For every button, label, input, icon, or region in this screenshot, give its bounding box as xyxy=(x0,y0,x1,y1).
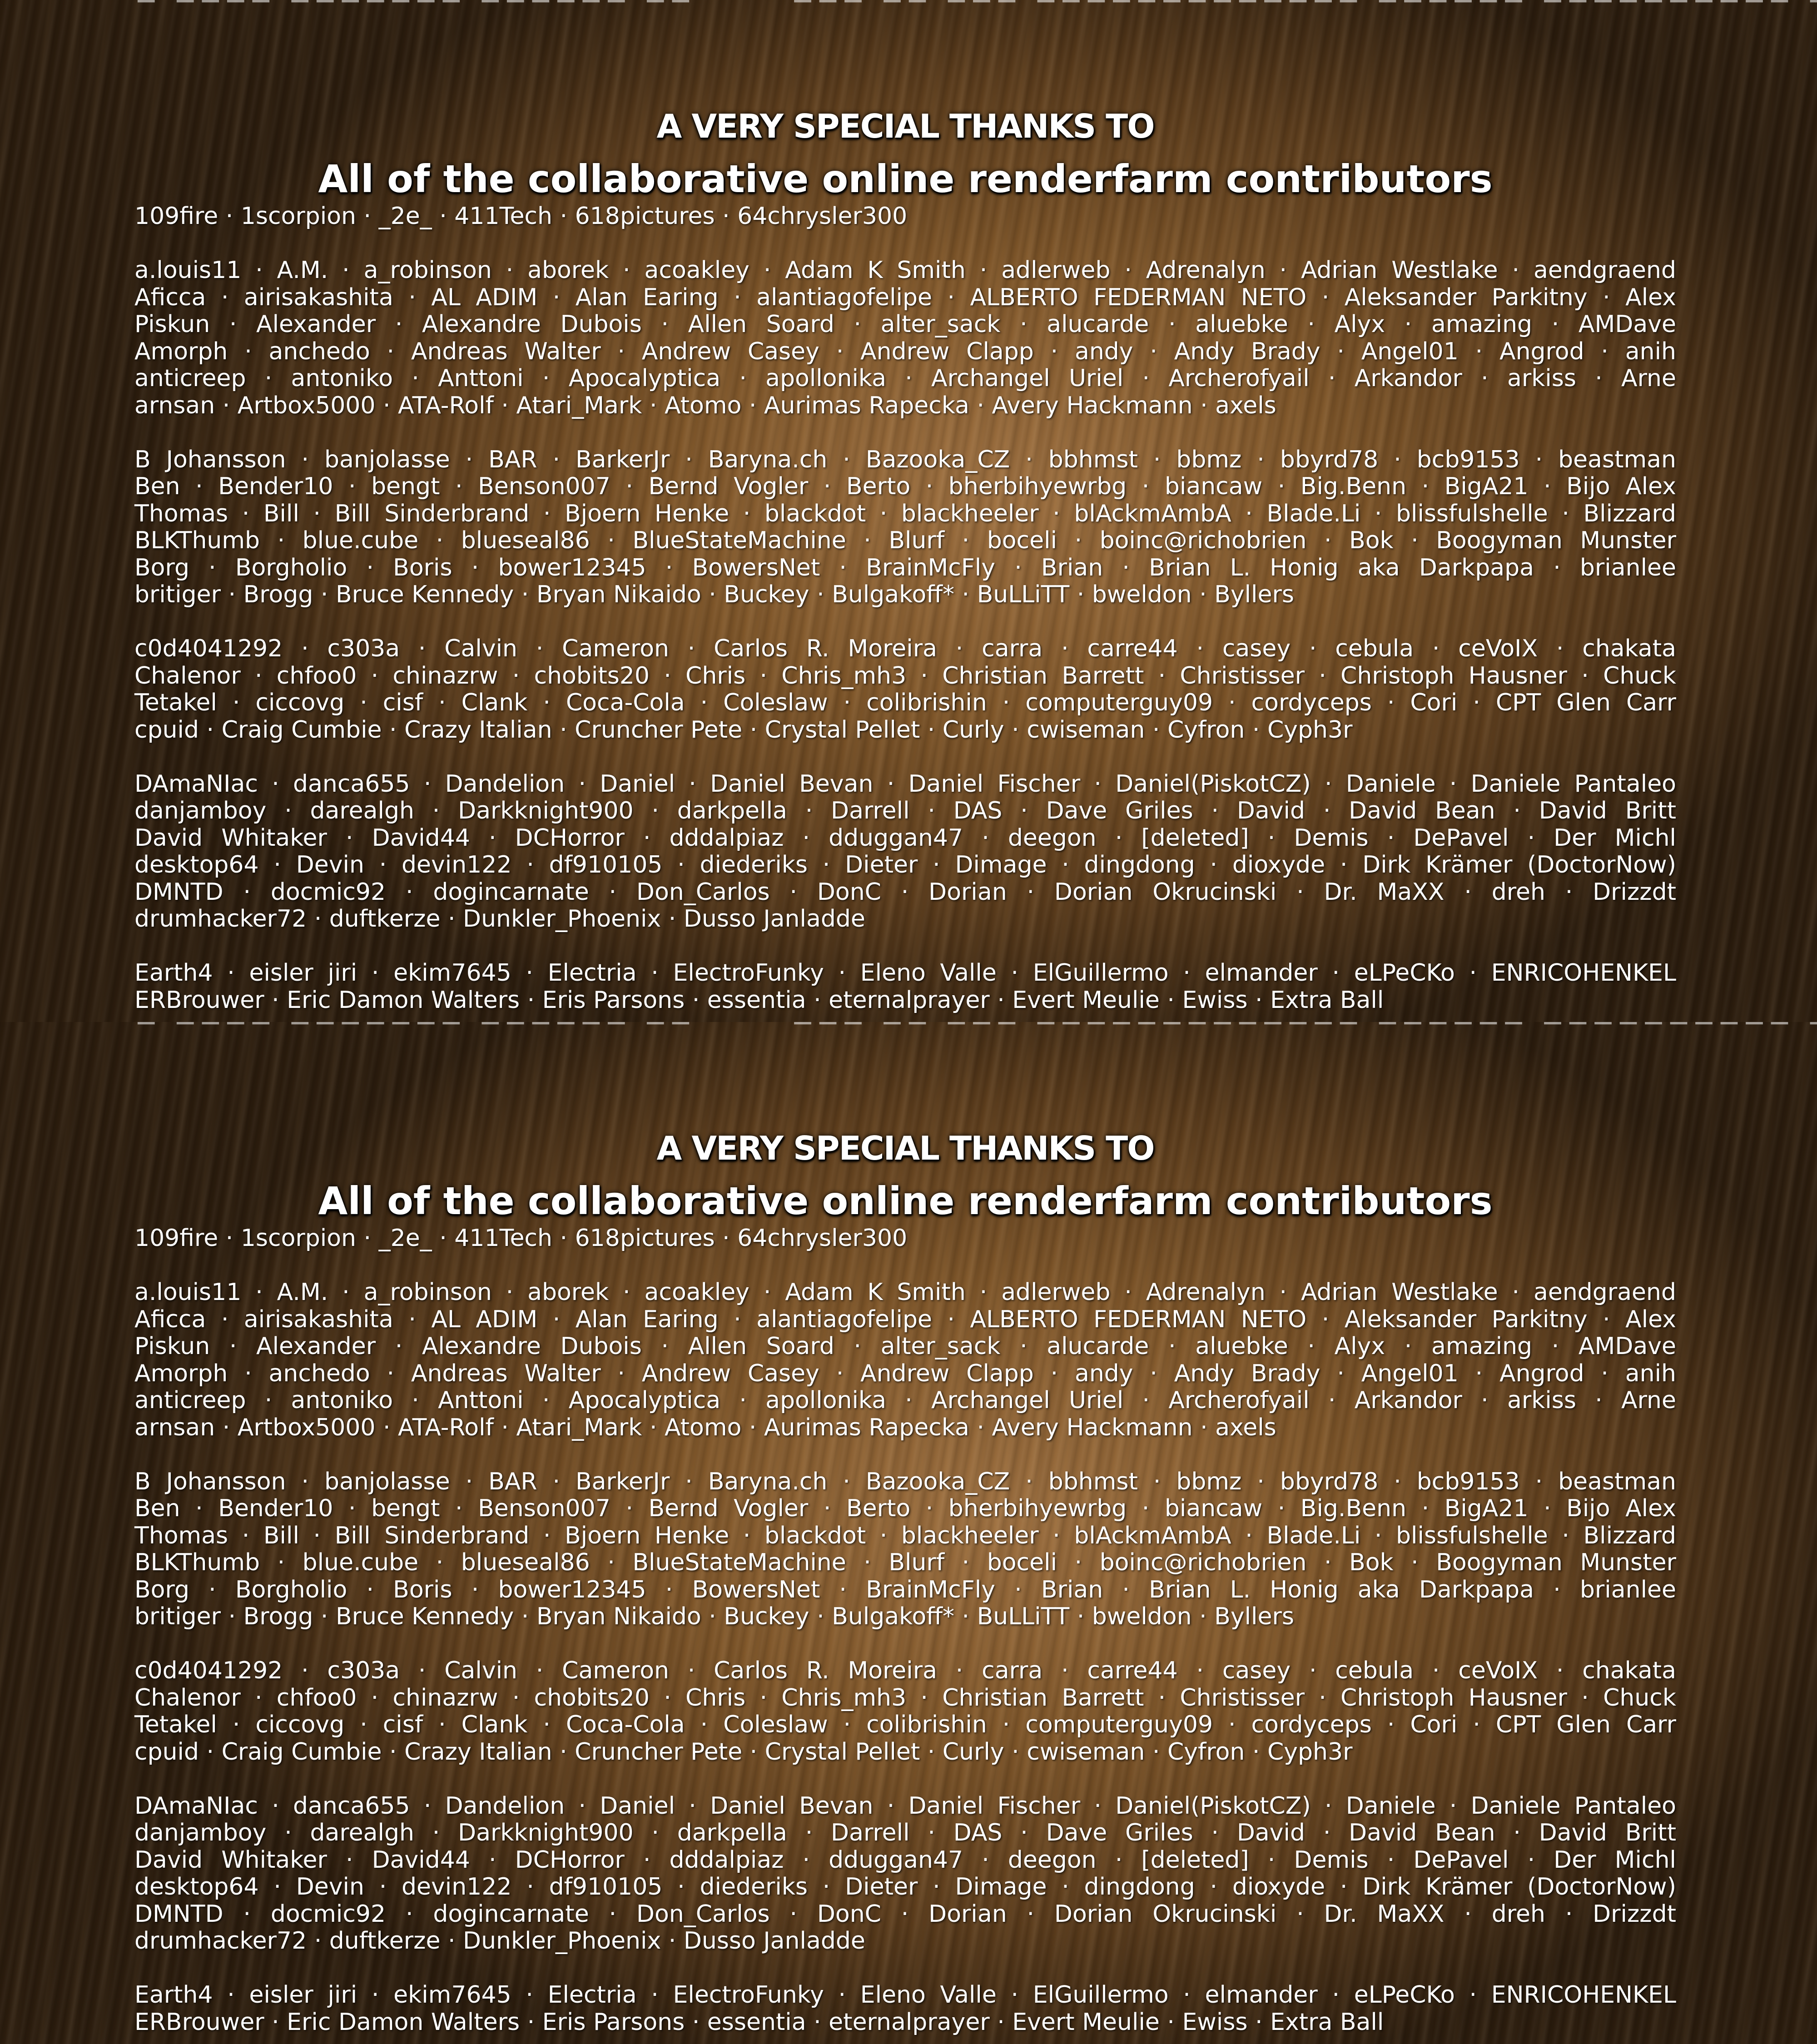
contributor-line: britiger · Brogg · Bruce Kennedy · Bryan Nikaido · Buckey · Bulgakoff* · BuLLiTT · bweldon · Byllers xyxy=(134,1603,1676,1631)
contributor-line: drumhacker72 · duftkerze · Dunkler_Phoenix · Dusso Janladde xyxy=(134,1928,1676,1955)
thanks-heading: A VERY SPECIAL THANKS TO xyxy=(134,107,1676,145)
contributor-line: Amorph · anchedo · Andreas Walter · Andrew Casey · Andrew Clapp · andy · Andy Brady · Angel01 · Angrod · anih xyxy=(134,1360,1676,1388)
contributor-line: ERBrouwer · Eric Damon Walters · Eris Parsons · essentia · eternalprayer · Evert Meulie · Ewiss · Extra Ball xyxy=(134,2009,1676,2036)
contributor-line: anticreep · antoniko · Anttoni · Apocalyptica · apollonika · Archangel Uriel · Archerofyail · Arkandor · arkiss · Arne xyxy=(134,365,1676,392)
thanks-heading: A VERY SPECIAL THANKS TO xyxy=(134,1129,1676,1167)
contributor-line: Aficca · airisakashita · AL ADIM · Alan Earing · alantiagofelipe · ALBERTO FEDERMAN NETO · Aleksander Parkitny · Alex xyxy=(134,1306,1676,1334)
contributor-line: B Johansson · banjolasse · BAR · BarkerJr · Baryna.ch · Bazooka_CZ · bbhmst · bbmz · bbyrd78 · bcb9153 · beastman xyxy=(134,1469,1676,1496)
contributor-line: Borg · Borgholio · Boris · bower12345 · BowersNet · BrainMcFly · Brian · Brian L. Honig aka Darkpapa · brianlee xyxy=(134,555,1676,582)
contributors-subheading: All of the collaborative online renderfarm contributors xyxy=(134,1179,1676,1223)
contributor-line: DMNTD · docmic92 · dogincarnate · Don_Carlos · DonC · Dorian · Dorian Okrucinski · Dr. MaXX · dreh · Drizzdt xyxy=(134,879,1676,906)
contributor-line: Ben · Bender10 · bengt · Benson007 · Bernd Vogler · Berto · bherbihyewrbg · biancaw · Big.Benn · BigA21 · Bijo Alex xyxy=(134,473,1676,501)
contributor-line: BLKThumb · blue.cube · blueseal86 · BlueStateMachine · Blurf · boceli · boinc@richobrien · Bok · Boogyman Munster xyxy=(134,1549,1676,1577)
contributor-line: drumhacker72 · duftkerze · Dunkler_Phoenix · Dusso Janladde xyxy=(134,906,1676,933)
contributor-line: Earth4 · eisler jiri · ekim7645 · Electria · ElectroFunky · Eleno Valle · ElGuillermo · elmander · eLPeCKo · ENRICOHENKEL xyxy=(134,960,1676,987)
contributor-line: Thomas · Bill · Bill Sinderbrand · Bjoern Henke · blackdot · blackheeler · blAckmAmbA · Blade.Li · blissfulshelle · Blizzard xyxy=(134,1523,1676,1550)
contributor-line: Chalenor · chfoo0 · chinazrw · chobits20 · Chris · Chris_mh3 · Christian Barrett · Christisser · Christoph Hausner · Chuck xyxy=(134,663,1676,690)
contributor-line: DAmaNIac · danca655 · Dandelion · Daniel · Daniel Bevan · Daniel Fischer · Daniel(PiskotCZ) · Daniele · Daniele Pantaleo xyxy=(134,771,1676,798)
contributor-line: Aficca · airisakashita · AL ADIM · Alan Earing · alantiagofelipe · ALBERTO FEDERMAN NETO · Aleksander Parkitny · Alex xyxy=(134,284,1676,312)
contributor-line: Ben · Bender10 · bengt · Benson007 · Bernd Vogler · Berto · bherbihyewrbg · biancaw · Big.Benn · BigA21 · Bijo Alex xyxy=(134,1495,1676,1523)
contributor-line: Amorph · anchedo · Andreas Walter · Andrew Casey · Andrew Clapp · andy · Andy Brady · Angel01 · Angrod · anih xyxy=(134,338,1676,366)
contributor-line: britiger · Brogg · Bruce Kennedy · Bryan Nikaido · Buckey · Bulgakoff* · BuLLiTT · bweldon · Byllers xyxy=(134,581,1676,609)
contributor-line: a.louis11 · A.M. · a_robinson · aborek · acoakley · Adam K Smith · adlerweb · Adrenalyn · Adrian Westlake · aendgraend xyxy=(134,1279,1676,1306)
contributor-line: a.louis11 · A.M. · a_robinson · aborek · acoakley · Adam K Smith · adlerweb · Adrenalyn · Adrian Westlake · aendgraend xyxy=(134,257,1676,284)
contributor-line: Tetakel · ciccovg · cisf · Clank · Coca-Cola · Coleslaw · colibrishin · computerguy09 · cordyceps · Cori · CPT Glen Carr xyxy=(134,1712,1676,1739)
contributor-line: danjamboy · darealgh · Darkknight900 · darkpella · Darrell · DAS · Dave Griles · David · David Bean · David Britt xyxy=(134,798,1676,825)
contributor-line: Piskun · Alexander · Alexandre Dubois · Allen Soard · alter_sack · alucarde · aluebke · Alyx · amazing · AMDave xyxy=(134,1333,1676,1360)
contributor-line: danjamboy · darealgh · Darkknight900 · darkpella · Darrell · DAS · Dave Griles · David · David Bean · David Britt xyxy=(134,1820,1676,1847)
contributor-line: Tetakel · ciccovg · cisf · Clank · Coca-Cola · Coleslaw · colibrishin · computerguy09 · cordyceps · Cori · CPT Glen Carr xyxy=(134,690,1676,717)
contributor-line: ERBrouwer · Eric Damon Walters · Eris Parsons · essentia · eternalprayer · Evert Meulie · Ewiss · Extra Ball xyxy=(134,987,1676,1014)
contributor-line: 109fire · 1scorpion · _2e_ · 411Tech · 618pictures · 64chrysler300 xyxy=(134,1225,1676,1252)
contributor-line: David Whitaker · David44 · DCHorror · dddalpiaz · dduggan47 · deegon · [deleted] · Demis · DePavel · Der Michl xyxy=(134,1847,1676,1874)
contributor-line: cpuid · Craig Cumbie · Crazy Italian · Cruncher Pete · Crystal Pellet · Curly · cwiseman · Cyfron · Cyph3r xyxy=(134,1739,1676,1766)
contributor-line: Chalenor · chfoo0 · chinazrw · chobits20 · Chris · Chris_mh3 · Christian Barrett · Christisser · Christoph Hausner · Chuck xyxy=(134,1685,1676,1712)
contributor-line: B Johansson · banjolasse · BAR · BarkerJr · Baryna.ch · Bazooka_CZ · bbhmst · bbmz · bbyrd78 · bcb9153 · beastman xyxy=(134,447,1676,474)
contributors-subheading: All of the collaborative online renderfarm contributors xyxy=(134,157,1676,201)
contributor-line: Thomas · Bill · Bill Sinderbrand · Bjoern Henke · blackdot · blackheeler · blAckmAmbA · Blade.Li · blissfulshelle · Blizzard xyxy=(134,501,1676,528)
contributor-line: c0d4041292 · c303a · Calvin · Cameron · Carlos R. Moreira · carra · carre44 · casey · cebula · ceVoIX · chakata xyxy=(134,635,1676,663)
contributor-line: David Whitaker · David44 · DCHorror · dddalpiaz · dduggan47 · deegon · [deleted] · Demis · DePavel · Der Michl xyxy=(134,825,1676,852)
contributor-line: DMNTD · docmic92 · dogincarnate · Don_Carlos · DonC · Dorian · Dorian Okrucinski · Dr. MaXX · dreh · Drizzdt xyxy=(134,1901,1676,1928)
contributor-line: c0d4041292 · c303a · Calvin · Cameron · Carlos R. Moreira · carra · carre44 · casey · cebula · ceVoIX · chakata xyxy=(134,1657,1676,1685)
contributor-line: Piskun · Alexander · Alexandre Dubois · Allen Soard · alter_sack · alucarde · aluebke · Alyx · amazing · AMDave xyxy=(134,311,1676,338)
contributor-line: Earth4 · eisler jiri · ekim7645 · Electria · ElectroFunky · Eleno Valle · ElGuillermo · elmander · eLPeCKo · ENRICOHENKEL xyxy=(134,1982,1676,2009)
contributor-line: arnsan · Artbox5000 · ATA-Rolf · Atari_Mark · Atomo · Aurimas Rapecka · Avery Hackmann · axels xyxy=(134,1414,1676,1442)
contributor-line: cpuid · Craig Cumbie · Crazy Italian · Cruncher Pete · Crystal Pellet · Curly · cwiseman · Cyfron · Cyph3r xyxy=(134,717,1676,744)
contributor-line: anticreep · antoniko · Anttoni · Apocalyptica · apollonika · Archangel Uriel · Archerofyail · Arkandor · arkiss · Arne xyxy=(134,1387,1676,1414)
contributor-line: desktop64 · Devin · devin122 · df910105 · diederiks · Dieter · Dimage · dingdong · dioxyde · Dirk Krämer (DoctorNow) xyxy=(134,852,1676,879)
contributor-line: arnsan · Artbox5000 · ATA-Rolf · Atari_Mark · Atomo · Aurimas Rapecka · Avery Hackmann · axels xyxy=(134,392,1676,420)
contributor-line: desktop64 · Devin · devin122 · df910105 · diederiks · Dieter · Dimage · dingdong · dioxyde · Dirk Krämer (DoctorNow) xyxy=(134,1874,1676,1901)
contributor-line: DAmaNIac · danca655 · Dandelion · Daniel · Daniel Bevan · Daniel Fischer · Daniel(PiskotCZ) · Daniele · Daniele Pantaleo xyxy=(134,1793,1676,1820)
contributor-line: Borg · Borgholio · Boris · bower12345 · BowersNet · BrainMcFly · Brian · Brian L. Honig aka Darkpapa · brianlee xyxy=(134,1577,1676,1604)
contributor-line: 109fire · 1scorpion · _2e_ · 411Tech · 618pictures · 64chrysler300 xyxy=(134,203,1676,230)
contributor-line: BLKThumb · blue.cube · blueseal86 · BlueStateMachine · Blurf · boceli · boinc@richobrien · Bok · Boogyman Munster xyxy=(134,527,1676,555)
